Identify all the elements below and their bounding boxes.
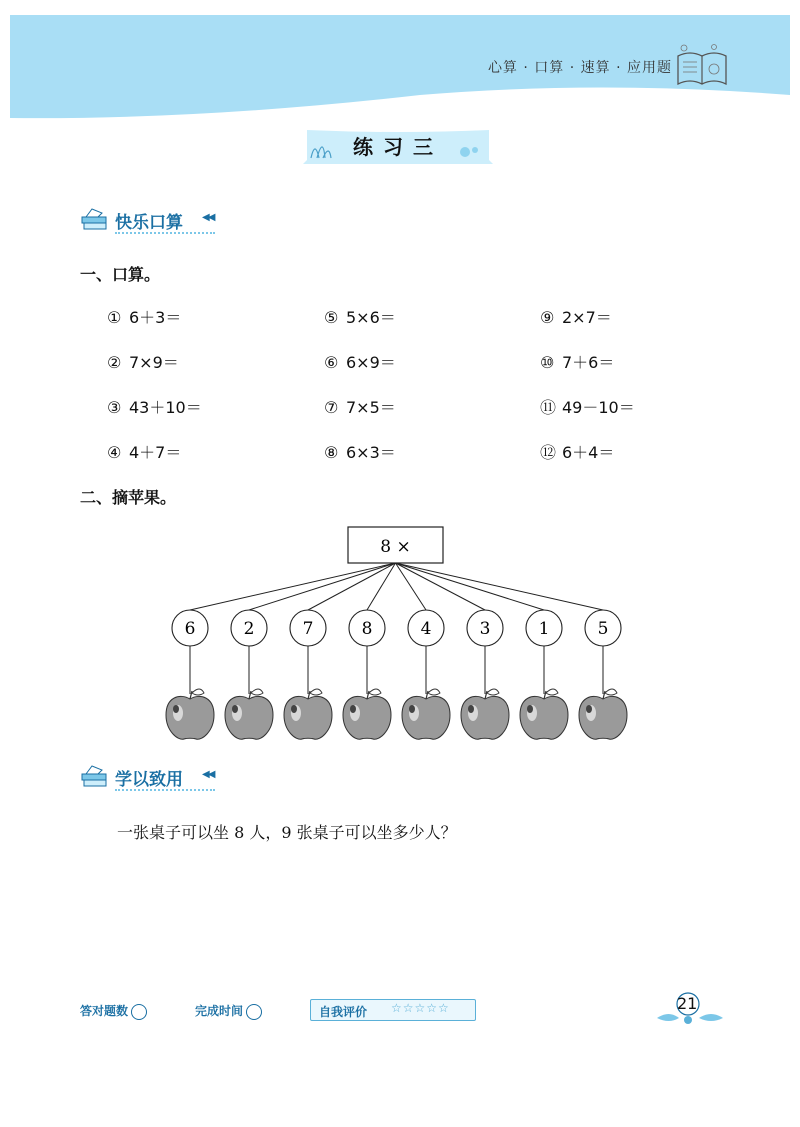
- double-arrow-icon: ◀◀: [202, 769, 214, 780]
- question-2-heading: 二、摘苹果。: [80, 488, 177, 507]
- page-title: 练习三: [353, 135, 443, 159]
- section-head-xueyi-zhiyong: [80, 762, 240, 796]
- smile-icon: [131, 1004, 147, 1020]
- double-arrow-icon: ◀◀: [202, 212, 214, 223]
- arithmetic-problem: ④ 4＋7＝: [107, 443, 182, 462]
- apple-icon[interactable]: [461, 689, 509, 739]
- star-rating[interactable]: ☆☆☆☆☆: [391, 1001, 450, 1015]
- number-node-label: 5: [597, 619, 609, 639]
- branch-line: [367, 563, 396, 610]
- branch-line: [396, 563, 486, 610]
- arithmetic-problem: ⑤ 5×6＝: [324, 308, 396, 327]
- number-node-label: 8: [361, 619, 373, 639]
- apple-icon[interactable]: [343, 689, 391, 739]
- apple-icon[interactable]: [166, 689, 214, 739]
- apple-icon[interactable]: [284, 689, 332, 739]
- apple-picking-diagram: [160, 522, 630, 747]
- number-node-label: 2: [243, 619, 255, 639]
- number-node-label: 1: [538, 619, 550, 639]
- arithmetic-problem: ⑨ 2×7＝: [540, 308, 612, 327]
- time-taken-field: 完成时间: [195, 1002, 262, 1020]
- branch-line: [190, 563, 396, 610]
- arithmetic-problem: ⑧ 6×3＝: [324, 443, 396, 462]
- apple-icon[interactable]: [225, 689, 273, 739]
- arithmetic-problem: ① 6＋3＝: [107, 308, 182, 327]
- apple-icon[interactable]: [579, 689, 627, 739]
- smile-icon: [246, 1004, 262, 1020]
- correct-count-field: 答对题数: [80, 1002, 147, 1020]
- arithmetic-problem: ② 7×9＝: [107, 353, 179, 372]
- books-icon: [80, 764, 110, 790]
- section-label: 学以致用: [115, 770, 183, 790]
- page-number-badge: [655, 992, 725, 1028]
- header-subtitle: 心算 · 口算 · 速算 · 应用题: [487, 60, 672, 76]
- root-label: 8 ×: [380, 537, 411, 557]
- word-problem: 一张桌子可以坐 8 人，9 张桌子可以坐多少人？: [117, 823, 457, 842]
- number-node-label: 7: [302, 619, 314, 639]
- arithmetic-problem: ⑪ 49－10＝: [540, 398, 635, 417]
- question-1-heading: 一、口算。: [80, 265, 161, 284]
- page-number: 21: [677, 994, 698, 1013]
- books-icon: [80, 207, 110, 233]
- apple-icon[interactable]: [520, 689, 568, 739]
- dotted-underline: [115, 232, 215, 234]
- branch-line: [396, 563, 545, 610]
- apple-icon[interactable]: [402, 689, 450, 739]
- dotted-underline: [115, 789, 215, 791]
- section-label: 快乐口算: [115, 213, 183, 233]
- number-node-label: 3: [479, 619, 491, 639]
- section-head-kuaile-kousuan: [80, 205, 240, 239]
- branch-line: [396, 563, 427, 610]
- arithmetic-problem: ⑫ 6＋4＝: [540, 443, 615, 462]
- branch-line: [396, 563, 604, 610]
- arithmetic-problem: ⑩ 7＋6＝: [540, 353, 615, 372]
- number-node-label: 4: [420, 619, 432, 639]
- branch-line: [249, 563, 396, 610]
- arithmetic-problem: ⑦ 7×5＝: [324, 398, 396, 417]
- open-book-icon: [674, 42, 730, 88]
- arithmetic-problem: ⑥ 6×9＝: [324, 353, 396, 372]
- number-node-label: 6: [184, 619, 196, 639]
- self-evaluation-box: 自我评价 ☆☆☆☆☆: [310, 999, 476, 1021]
- arithmetic-problem: ③ 43＋10＝: [107, 398, 202, 417]
- title-banner: [303, 128, 493, 168]
